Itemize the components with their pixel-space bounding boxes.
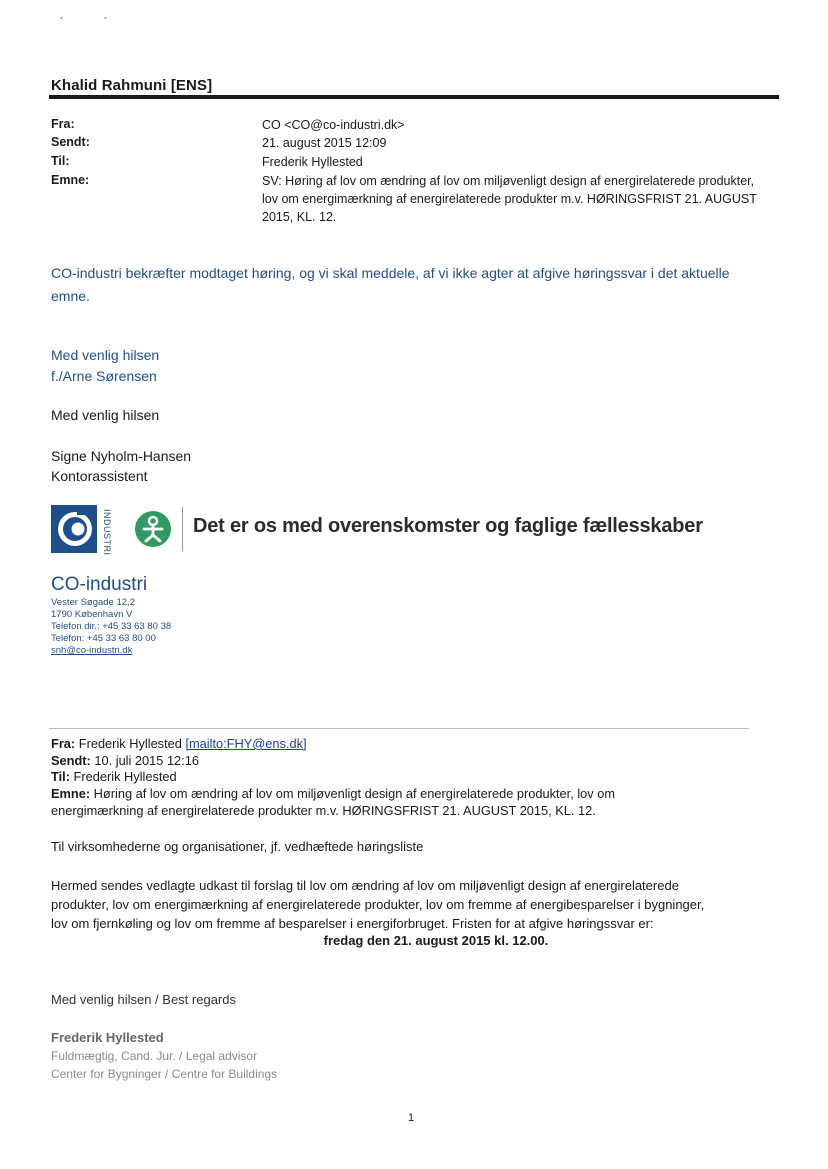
to-value: Frederik Hyllested xyxy=(262,155,363,169)
body-line: Hermed sendes vedlagte udkast til forslag til lov om ændring af lov om miljøvenligt design af energirelaterede xyxy=(51,878,679,893)
subject-value: SV: Høring af lov om ændring af lov om miljøvenligt design af energirelaterede produkter, lov om energimærkning af energirelaterede produkter m.v. HØRINGSFRIST 21. AUGUST 2015, KL. 12. xyxy=(262,174,757,224)
address-line: Vester Søgade 12,2 xyxy=(51,597,135,608)
signer-title: Kontorassistent xyxy=(51,468,148,484)
co-industri-logo xyxy=(51,505,121,557)
logo-separator xyxy=(182,507,183,551)
body-line: produkter, lov om energimærkning af energirelaterede produkter, lov om fremme af energibesparelser i bygninger, xyxy=(51,897,705,912)
slogan: Det er os med overenskomster og faglige fællesskaber xyxy=(193,515,703,537)
logo-vertical-text: INDUSTRI xyxy=(102,509,112,556)
closing-title: Fuldmægtig, Cand. Jur. / Legal advisor xyxy=(51,1049,258,1063)
forward-divider xyxy=(49,728,749,729)
from-value: CO <CO@co-industri.dk> xyxy=(262,118,405,132)
fwd-from-label: Fra: xyxy=(51,736,76,751)
closing-greeting: Med venlig hilsen / Best regards xyxy=(51,992,236,1007)
body-line: lov om fjernkøling og lov om fremme af besparelser i energiforbruget. Fristen for at afgive høringssvar er: xyxy=(51,916,654,931)
fwd-to-value: Frederik Hyllested xyxy=(73,769,177,784)
scan-speck xyxy=(104,17,107,19)
sent-value: 21. august 2015 12:09 xyxy=(262,136,387,150)
fwd-sent-label: Sendt: xyxy=(51,753,91,768)
fwd-subject-label: Emne: xyxy=(51,786,91,801)
header-divider xyxy=(49,95,779,99)
fwd-from-row xyxy=(51,735,307,752)
email-link[interactable]: snh@co-industri.dk xyxy=(51,645,133,656)
closing-department: Center for Bygninger / Centre for Buildings xyxy=(51,1067,278,1081)
scan-speck xyxy=(60,17,63,19)
deadline: fredag den 21. august 2015 kl. 12.00. xyxy=(323,933,549,948)
page-number: 1 xyxy=(408,1112,415,1124)
greeting: Med venlig hilsen xyxy=(51,407,160,423)
addressee-line: Til virksomhederne og organisationer, jf. vedhæftede høringsliste xyxy=(51,839,424,854)
greeting-blue: Med venlig hilsen xyxy=(51,347,160,363)
fwd-subject-value: Høring af lov om ændring af lov om miljøvenligt design af energirelaterede produkter, lov om xyxy=(93,786,616,801)
fwd-sent-row xyxy=(51,752,199,769)
fwd-to-label: Til: xyxy=(51,769,70,784)
sent-label: Sendt: xyxy=(51,135,90,149)
fwd-from-value: Frederik Hyllested xyxy=(78,736,182,751)
to-label: Til: xyxy=(51,154,70,168)
signed-for: f./Arne Sørensen xyxy=(51,368,157,384)
phone-direct: Telefon dir.: +45 33 63 80 38 xyxy=(51,621,172,632)
signer-name: Signe Nyholm-Hansen xyxy=(51,448,192,464)
closing-name: Frederik Hyllested xyxy=(51,1030,164,1045)
fwd-to-row xyxy=(51,768,177,785)
from-label: Fra: xyxy=(51,117,75,131)
reply-message: CO-industri bekræfter modtaget høring, og vi skal meddele, af vi ikke agter at afgive høringssvar i det aktuelle emne. xyxy=(51,265,730,304)
subject-label: Emne: xyxy=(51,173,90,187)
3f-logo xyxy=(134,510,172,548)
mailbox-owner-name: Khalid Rahmuni [ENS] xyxy=(51,77,213,94)
fwd-sent-value: 10. juli 2015 12:16 xyxy=(94,753,199,768)
phone-main: Telefon: +45 33 63 80 00 xyxy=(51,633,156,644)
fwd-subject-continued: energimærkning af energirelaterede produkter m.v. HØRINGSFRIST 21. AUGUST 2015, KL. 12. xyxy=(51,803,596,818)
fwd-mailto-link[interactable]: [mailto:FHY@ens.dk] xyxy=(185,736,307,751)
org-name: CO-industri xyxy=(51,574,148,595)
address-line: 1790 København V xyxy=(51,609,133,620)
fwd-subject-row xyxy=(51,785,615,802)
